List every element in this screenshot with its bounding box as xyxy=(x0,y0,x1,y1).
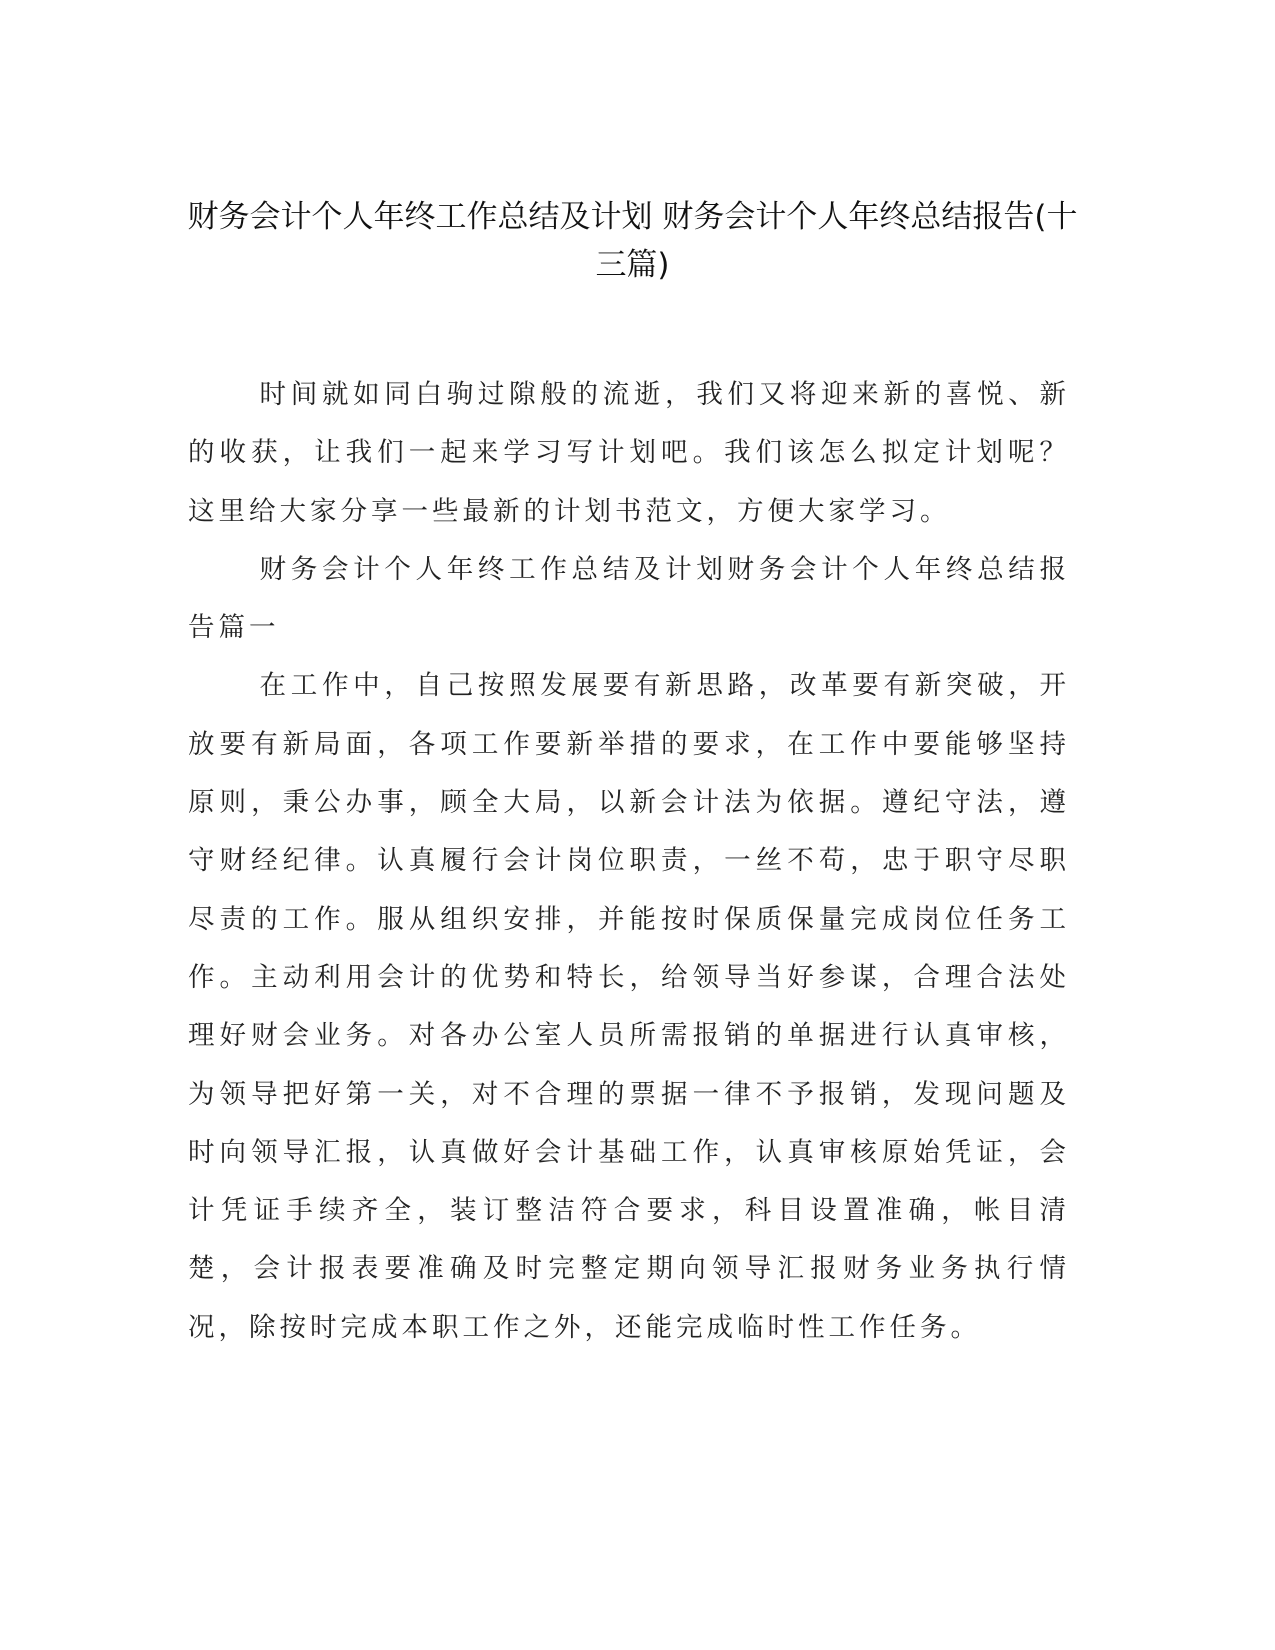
document-title: 财务会计个人年终工作总结及计划 财务会计个人年终总结报告(十三篇) xyxy=(187,199,1078,283)
intro-paragraph: 时间就如同白驹过隙般的流逝，我们又将迎来新的喜悦、新的收获，让我们一起来学习写计划吧。我们该怎么拟定计划呢？这里给大家分享一些最新的计划书范文，方便大家学习。 xyxy=(188,379,1070,527)
document-body xyxy=(188,366,1070,1357)
body-paragraph: 在工作中，自己按照发展要有新思路，改革要有新突破，开放要有新局面，各项工作要新举措的要求，在工作中要能够坚持原则，秉公办事，顾全大局，以新会计法为依据。遵纪守法，遵守财经纪律。认真履行会计岗位职责，一丝不苟，忠于职守尽职尽责的工作。服从组织安排，并能按时保质保量完成岗位任务工作。主动利用会计的优势和特长，给领导当好参谋，合理合法处理好财会业务。对各办公室人员所需报销的单据进行认真审核，为领导把好第一关，对不合理的票据一律不予报销，发现问题及时向领导汇报，认真做好会计基础工作，认真审核原始凭证，会计凭证手续齐全，装订整洁符合要求，科目设置准确，帐目清楚，会计报表要准确及时完整定期向领导汇报财务业务执行情况，除按时完成本职工作之外，还能完成临时性工作任务。 xyxy=(188,670,1070,1343)
section-heading: 财务会计个人年终工作总结及计划财务会计个人年终总结报告篇一 xyxy=(188,553,1070,644)
